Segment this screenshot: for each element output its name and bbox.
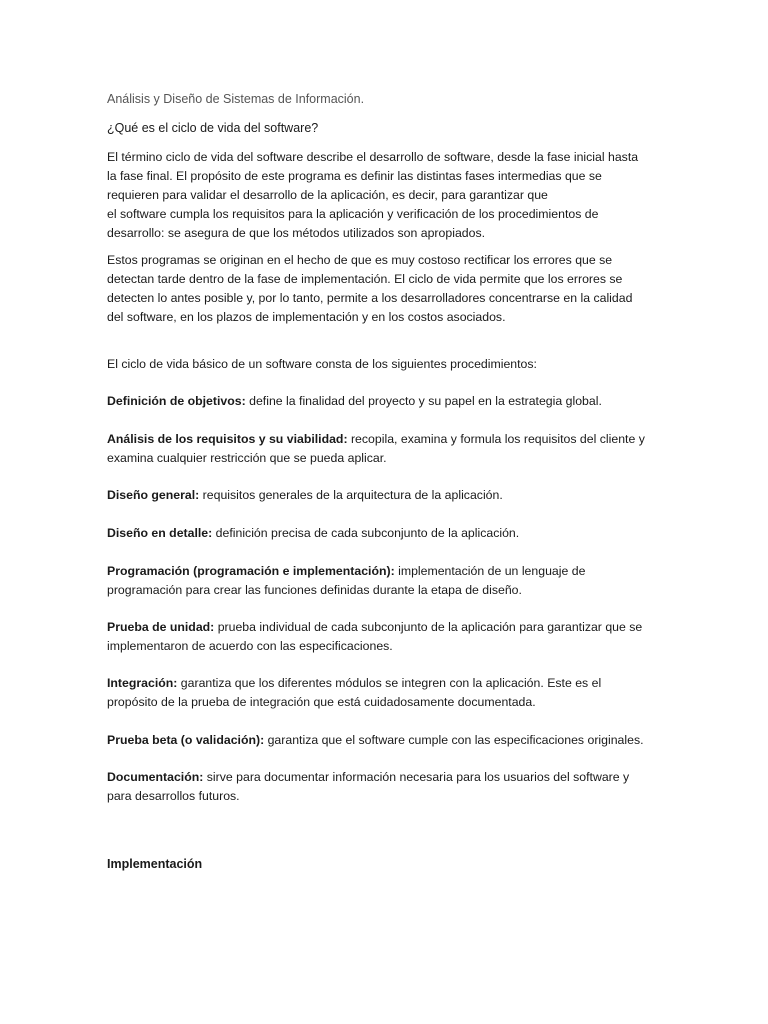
text-line: El ciclo de vida básico de un software consta de los siguientes procedimientos: bbox=[107, 357, 537, 371]
step-term: Definición de objetivos: bbox=[107, 394, 246, 408]
text-line bbox=[107, 731, 652, 750]
step-item bbox=[107, 731, 652, 750]
step-term: Documentación: bbox=[107, 770, 204, 784]
step-term: Programación (programación e implementación): bbox=[107, 564, 395, 578]
text-line: la fase final. El propósito de este programa es definir las distintas fases intermedias que se bbox=[107, 169, 602, 183]
step-item bbox=[107, 392, 652, 411]
text-line bbox=[107, 524, 652, 543]
step-item bbox=[107, 618, 652, 656]
step-description: garantiza que el software cumple con las especificaciones originales. bbox=[264, 733, 644, 747]
step-term: Diseño en detalle: bbox=[107, 526, 213, 540]
intro-paragraph-2 bbox=[107, 251, 652, 327]
text-line: examina cualquier restricción que se pueda aplicar. bbox=[107, 451, 387, 465]
text-line bbox=[107, 392, 652, 411]
step-description: implementación de un lenguaje de bbox=[394, 564, 586, 578]
text-line: implementaron de acuerdo con las especificaciones. bbox=[107, 639, 393, 653]
intro-paragraph-1 bbox=[107, 148, 652, 243]
step-item bbox=[107, 768, 652, 806]
step-term: Análisis de los requisitos y su viabilidad: bbox=[107, 432, 348, 446]
implementation-heading: Implementación bbox=[107, 857, 203, 871]
text-line bbox=[107, 486, 652, 505]
step-term: Prueba de unidad: bbox=[107, 620, 215, 634]
text-line: desarrollo: se asegura de que los métodos utilizados son apropiados. bbox=[107, 226, 486, 240]
text-line bbox=[107, 768, 652, 787]
text-line: detectan tarde dentro de la fase de implementación. El ciclo de vida permite que los errores se bbox=[107, 272, 623, 286]
step-term: Prueba beta (o validación): bbox=[107, 733, 265, 747]
text-line: Estos programas se originan en el hecho de que es muy costoso rectificar los errores que se bbox=[107, 253, 613, 267]
text-line: programación para crear las funciones definidas durante la etapa de diseño. bbox=[107, 583, 522, 597]
step-description: sirve para documentar información necesaria para los usuarios del software y bbox=[203, 770, 630, 784]
step-term: Integración: bbox=[107, 676, 178, 690]
step-item bbox=[107, 674, 652, 712]
step-description: prueba individual de cada subconjunto de la aplicación para garantizar que se bbox=[214, 620, 643, 634]
step-description: requisitos generales de la arquitectura de la aplicación. bbox=[199, 488, 503, 502]
section-question: ¿Qué es el ciclo de vida del software? bbox=[107, 121, 319, 135]
step-description: recopila, examina y formula los requisitos del cliente y bbox=[347, 432, 645, 446]
text-line: requieren para validar el desarrollo de la aplicación, es decir, para garantizar que bbox=[107, 188, 548, 202]
document-header: Análisis y Diseño de Sistemas de Información. bbox=[107, 92, 365, 106]
text-line: detecten lo antes posible y, por lo tanto, permite a los desarrolladores concentrarse en la calidad bbox=[107, 291, 633, 305]
text-line: para desarrollos futuros. bbox=[107, 789, 240, 803]
text-line bbox=[107, 562, 652, 581]
intro-paragraph-3 bbox=[107, 355, 652, 374]
step-description: define la finalidad del proyecto y su papel en la estrategia global. bbox=[245, 394, 602, 408]
step-item bbox=[107, 562, 652, 600]
step-term: Diseño general: bbox=[107, 488, 200, 502]
text-line: el software cumpla los requisitos para la aplicación y verificación de los procedimientos de bbox=[107, 207, 599, 221]
text-line bbox=[107, 430, 652, 449]
text-line: propósito de la prueba de integración que está cuidadosamente documentada. bbox=[107, 695, 536, 709]
step-description: garantiza que los diferentes módulos se integren con la aplicación. Este es el bbox=[177, 676, 602, 690]
text-line bbox=[107, 618, 652, 637]
text-line bbox=[107, 674, 652, 693]
step-description: definición precisa de cada subconjunto de la aplicación. bbox=[212, 526, 520, 540]
text-line: El término ciclo de vida del software describe el desarrollo de software, desde la fase inicial hasta bbox=[107, 150, 639, 164]
text-line: del software, en los plazos de implementación y en los costos asociados. bbox=[107, 310, 506, 324]
step-item bbox=[107, 524, 652, 543]
step-item bbox=[107, 430, 652, 468]
step-item bbox=[107, 486, 652, 505]
